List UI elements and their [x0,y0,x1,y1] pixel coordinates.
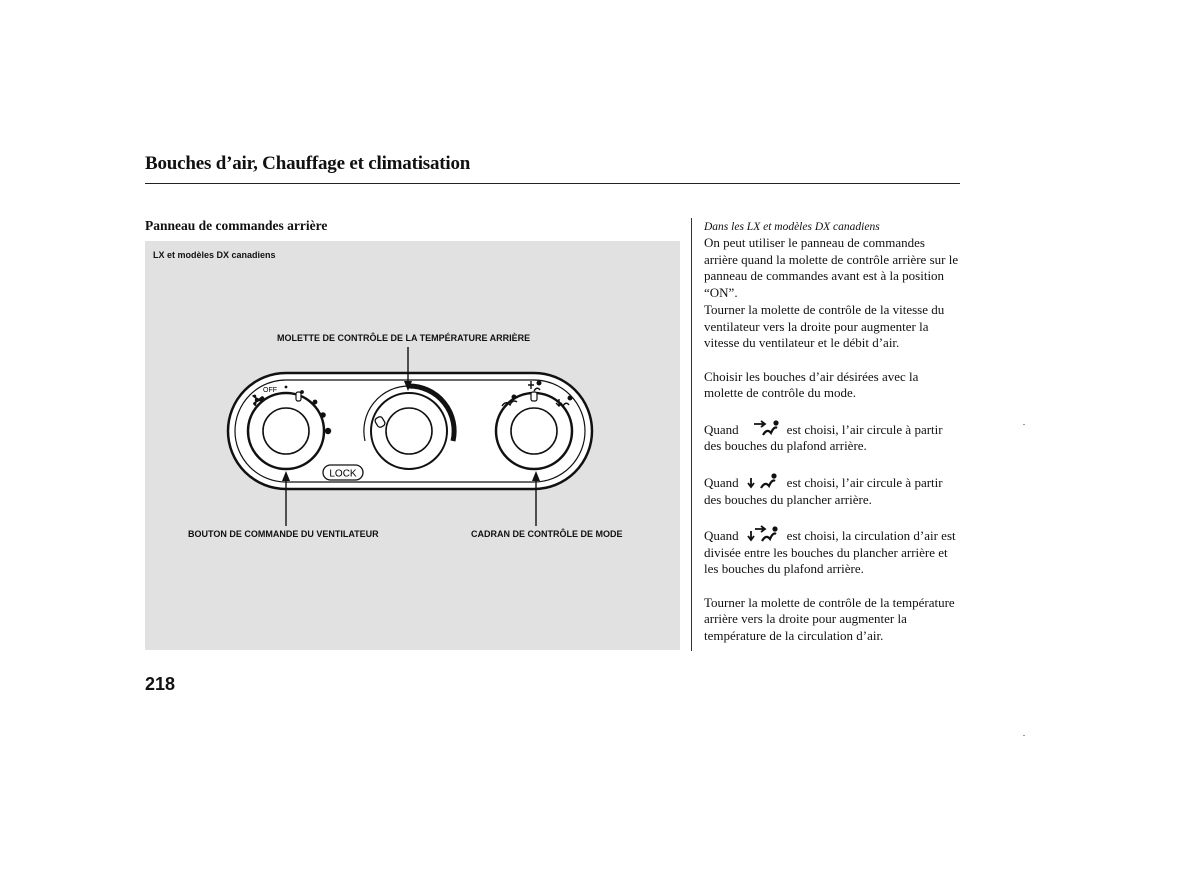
paragraph-6-rest: est choisi, la circulation d’air est divisée entre les bouches du plancher arrière et les bouches du plafond arrière. [704,527,956,577]
paragraph-7: Tourner la molette de contrôle de la température arrière vers la droite pour augmenter la température de la circulation d’air. [704,594,955,644]
lock-label: LOCK [329,468,357,480]
temp-dial [386,408,432,454]
rear-control-panel-figure [145,241,680,650]
title-rule [145,183,960,184]
paragraph-3: Choisir les bouches d’air désirées avec la molette de contrôle du mode. [704,368,919,401]
paragraph-5-rest: est choisi, l’air circule à partir des bouches du plancher arrière. [704,474,943,507]
paragraph-2: Tourner la molette de contrôle de la vitesse du ventilateur vers la droite pour augmenter la vitesse du ventilateur et le débit d’air. [704,301,945,351]
fan-knob-callout: BOUTON DE COMMANDE DU VENTILATEUR [188,529,379,539]
model-note: Dans les LX et modèles DX canadiens [704,221,880,233]
off-label: OFF [263,387,277,394]
figure-caption: LX et modèles DX canadiens [153,250,276,260]
scan-speck [1023,735,1025,736]
paragraph-5 [704,472,960,508]
quand-label: Quand [704,421,739,437]
mode-dial-callout: CADRAN DE CONTRÔLE DE MODE [471,529,623,539]
rear-control-panel-illustration [145,241,680,650]
vent-split-mode-icon [745,525,783,543]
paragraph-4 [704,419,960,455]
speed-dot-4 [320,412,326,418]
mode-dial-pointer [531,392,537,401]
fan-knob-pointer [296,392,301,401]
mode-dial [511,408,557,454]
speed-dot-5 [325,428,331,434]
fan-knob [263,408,309,454]
quand-label: Quand [704,527,739,543]
vent-upper-mode-icon [745,419,783,437]
vent-floor-mode-icon [745,472,783,490]
paragraph-6 [704,525,960,578]
section-heading: Panneau de commandes arrière [145,218,328,233]
speed-dot-1 [285,386,288,389]
instruction-text [704,219,960,645]
quand-label: Quand [704,474,739,490]
page-title: Bouches d’air, Chauffage et climatisation [145,153,471,174]
speed-dot-3 [313,400,318,405]
column-divider [691,218,692,651]
paragraph-4-rest: est choisi, l’air circule à partir des bouches du plafond arrière. [704,421,943,454]
speed-dot-2 [300,390,304,394]
scan-speck [1023,424,1025,425]
paragraph-1: On peut utiliser le panneau de commandes arrière quand la molette de contrôle arrière sur le panneau de commandes avant est à la position “ON”. [704,235,959,301]
temp-dial-callout: MOLETTE DE CONTRÔLE DE LA TEMPÉRATURE ARRIÈRE [277,333,531,343]
page-number: 218 [145,674,176,694]
